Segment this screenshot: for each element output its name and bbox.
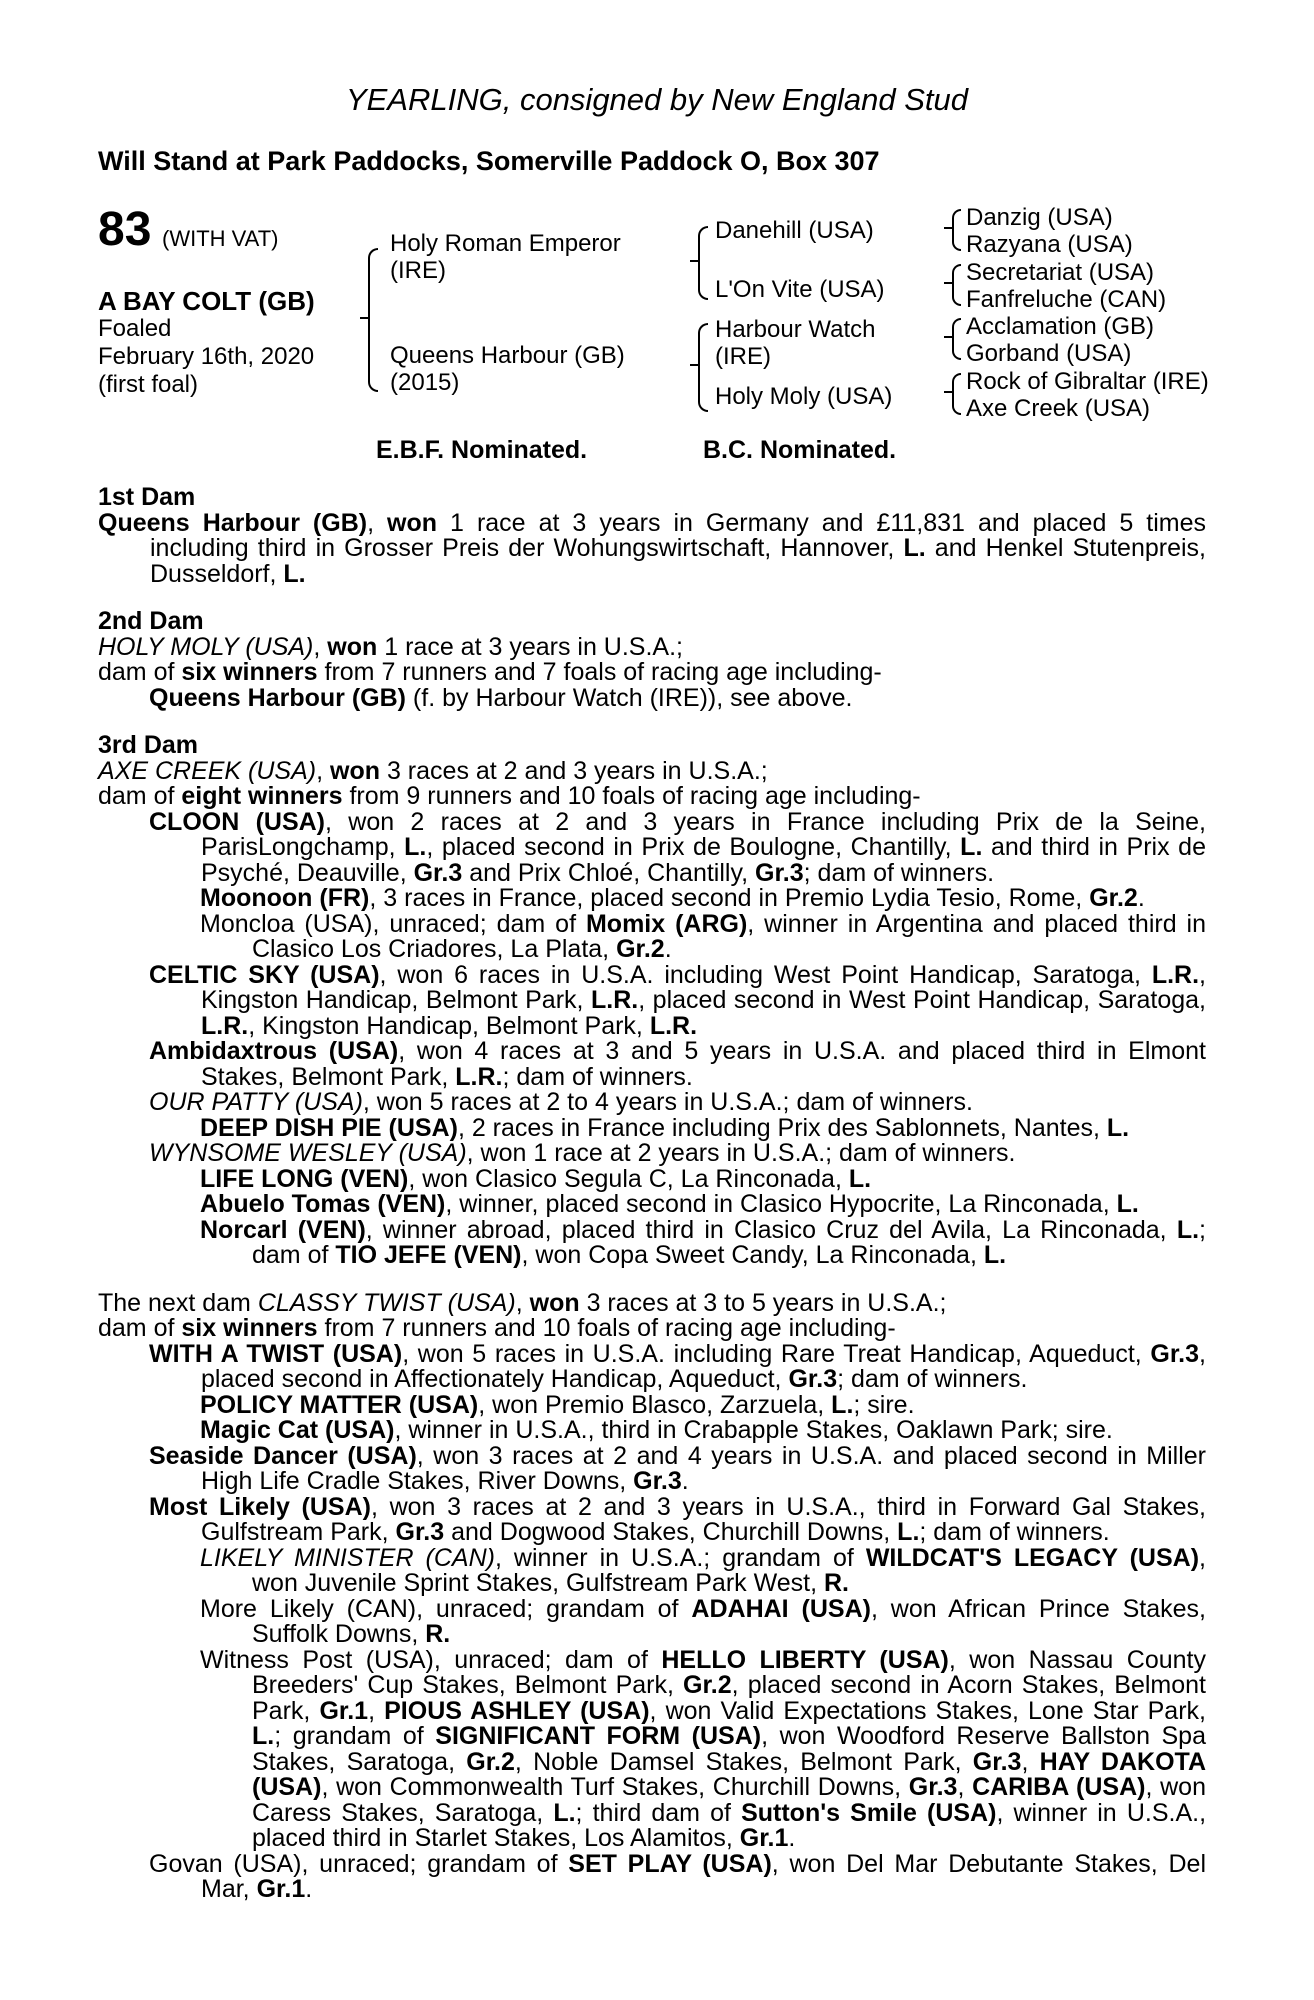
text-run: , won Nassau County Breeders' Cup Stakes, Belmont Park, <box>252 1645 1206 1699</box>
pedigree-gen3-name: Rock of Gibraltar (IRE) <box>966 368 1209 395</box>
bold-text: L. <box>553 1798 576 1827</box>
text-run: , won Del Mar Debutante Stakes, Del Mar, <box>201 1849 1206 1903</box>
record-entry <box>98 1594 1206 1648</box>
bold-text: Gr.3 <box>908 1773 958 1801</box>
record-entry <box>98 1316 1206 1342</box>
text-run: . <box>788 1824 796 1852</box>
dam-section <box>98 1288 1207 1903</box>
text-run: , won Commonwealth Turf Stakes, Churchill Downs, <box>321 1773 909 1801</box>
text-run: , won 5 races at 2 to 4 years in U.S.A.; dam of winners. <box>362 1088 973 1116</box>
pedigree-gen3-group-4 <box>966 368 1209 422</box>
bold-text: six winners <box>181 1314 318 1342</box>
section-heading: 2nd Dam <box>98 607 204 635</box>
record-entry <box>98 1543 1206 1597</box>
bold-text: Abuelo Tomas (VEN) <box>200 1190 446 1218</box>
bold-text: LIFE LONG (VEN) <box>200 1164 409 1193</box>
text-run: , winner, placed second in Clasico Hypocrite, La Rinconada, <box>445 1190 1117 1218</box>
section-heading: 1st Dam <box>98 483 196 511</box>
pedigree-gen3-group-2 <box>966 259 1166 313</box>
pedigree-brace-7 <box>952 373 961 415</box>
record-entry <box>98 1645 1207 1852</box>
pedigree-sire-sire: Danehill (USA) <box>715 217 874 244</box>
text-run: , won 3 races at 2 and 3 years in U.S.A., third in Forward Gal Stakes, Gulfstream Park, <box>201 1492 1206 1546</box>
record-entry <box>98 1141 1206 1167</box>
italic-text: OUR PATTY (USA) <box>149 1088 363 1116</box>
text-run: , <box>313 632 328 661</box>
bold-text: six winners <box>181 658 318 686</box>
bold-text: Gr.2 <box>466 1747 515 1776</box>
record-entry <box>98 1339 1206 1393</box>
pedigree-gen3-name: Axe Creek (USA) <box>966 395 1151 422</box>
text-run: Govan (USA), unraced; grandam of <box>149 1849 569 1878</box>
record-entry <box>98 1492 1206 1546</box>
record-entry <box>98 1192 1206 1218</box>
bold-text: SIGNIFICANT FORM (USA) <box>435 1722 762 1750</box>
text-run: , <box>367 508 388 537</box>
italic-text: WYNSOME WESLEY (USA) <box>149 1139 467 1167</box>
bold-text: Gr.3 <box>755 858 804 887</box>
text-run: 3 races at 2 and 3 years in U.S.A.; <box>380 756 768 785</box>
pedigree-dam-sire <box>715 316 876 370</box>
text-run: ; dam of winners. <box>837 1365 1028 1393</box>
text-run: , won Woodford Reserve Ballston Spa Stakes, Saratoga, <box>252 1722 1206 1776</box>
bold-text: Ambidaxtrous (USA) <box>149 1037 399 1065</box>
stand-location: Will Stand at Park Paddocks, Somerville Paddock O, Box 307 <box>98 146 880 176</box>
pedigree-brace-4 <box>952 209 961 251</box>
pedigree-gen3-name: Secretariat (USA) <box>966 259 1155 286</box>
text-run: ; dam of winners. <box>502 1062 693 1091</box>
dam-section <box>98 733 1206 1269</box>
text-run: dam of <box>98 782 182 810</box>
bold-text: L. <box>252 1722 275 1750</box>
record-entry <box>98 756 1206 785</box>
bold-text: L.R. <box>591 986 639 1014</box>
text-run: 3 races at 3 to 5 years in U.S.A.; <box>579 1288 947 1317</box>
vat-note: (WITH VAT) <box>162 226 279 251</box>
dam-section <box>98 609 1206 711</box>
bold-text: L.R. <box>649 1011 698 1040</box>
text-run: and Henkel Stutenpreis, Dusseldorf, <box>150 534 1206 588</box>
bold-text: ADAHAI (USA) <box>691 1594 871 1623</box>
bold-text: won <box>330 756 381 785</box>
text-run: , winner in U.S.A., placed third in Starlet Stakes, Los Alamitos, <box>252 1798 1207 1852</box>
bold-text: Momix (ARG) <box>585 909 748 938</box>
text-run: , won 3 races at 2 and 4 years in U.S.A. and placed second in Miller High Life Cradle Stakes, River Downs, <box>201 1441 1206 1495</box>
text-run: , won African Prince Stakes, Suffolk Downs, <box>252 1594 1206 1648</box>
pedigree-dam-dam: Holy Moly (USA) <box>715 383 893 410</box>
bold-text: L. <box>404 833 427 861</box>
text-run: , winner abroad, placed third in Clasico Cruz del Avila, La Rinconada, <box>365 1215 1177 1244</box>
bold-text: Norcarl (VEN) <box>200 1215 366 1244</box>
text-run: Witness Post (USA), unraced; dam of <box>200 1645 662 1674</box>
bold-text: won <box>327 632 378 661</box>
text-run: and Prix Chloé, Chantilly, <box>462 858 755 887</box>
bold-text: L. <box>848 1164 872 1193</box>
text-run: , won 2 races at 2 and 3 years in France including Prix de la Seine, ParisLongchamp, <box>201 807 1207 861</box>
horse-name: A BAY COLT (GB) <box>98 286 315 316</box>
bold-text: Gr.1 <box>739 1824 789 1852</box>
record-entry <box>98 1390 1206 1419</box>
pedigree-brace-3 <box>698 323 708 412</box>
text-run: (f. by Harbour Watch (IRE)), see above. <box>405 683 853 712</box>
text-run: ; dam of <box>252 1215 1206 1269</box>
pedigree-brace-2-point <box>690 260 700 262</box>
pedigree-brace-7-point <box>944 391 954 393</box>
bold-text: L. <box>283 559 306 588</box>
record-entry <box>98 1090 1206 1116</box>
bc-nominated: B.C. Nominated. <box>703 436 897 464</box>
text-run: , won Caress Stakes, Saratoga, <box>252 1773 1206 1827</box>
text-run: , won Copa Sweet Candy, La Rinconada, <box>521 1241 984 1269</box>
text-run: 1 race at 3 years in U.S.A.; <box>377 632 683 661</box>
record-entry <box>98 1441 1206 1495</box>
text-run: ; sire. <box>853 1390 915 1419</box>
text-run: . <box>664 935 672 963</box>
text-run: , winner in U.S.A., third in Crabapple Stakes, Oaklawn Park; sire. <box>394 1416 1113 1444</box>
pedigree-sire-dam: L'On Vite (USA) <box>715 276 885 303</box>
pedigree-dam-sire-line-1: Harbour Watch <box>715 316 876 343</box>
pedigree-brace-1 <box>368 248 378 392</box>
bold-text: CELTIC SKY (USA) <box>149 960 380 989</box>
bold-text: Gr.3 <box>395 1518 445 1546</box>
foaled-date: February 16th, 2020 <box>98 343 315 370</box>
record-entry <box>98 886 1206 912</box>
text-run: and third in Prix de Psyché, Deauville, <box>201 833 1206 887</box>
text-run: from 9 runners and 10 foals of racing age including- <box>342 782 921 810</box>
record-entry <box>98 508 1206 588</box>
text-run: . <box>305 1875 313 1903</box>
bold-text: CARIBA (USA) <box>972 1773 1146 1801</box>
horse-details <box>98 287 315 399</box>
text-run: , <box>368 1696 385 1725</box>
text-run: , Noble Damsel Stakes, Belmont Park, <box>514 1747 973 1776</box>
bold-text: POLICY MATTER (USA) <box>200 1390 479 1419</box>
pedigree-gen3-name: Acclamation (GB) <box>966 313 1155 340</box>
bold-text: Sutton's Smile (USA) <box>741 1798 997 1827</box>
text-run: , placed second in West Point Handicap, Saratoga, <box>638 986 1206 1014</box>
record-entry <box>98 1164 1206 1193</box>
record-entry <box>98 660 1206 686</box>
text-run: , <box>515 1288 530 1317</box>
pedigree-gen3-name: Danzig (USA) <box>966 204 1113 231</box>
bold-text: L. <box>1116 1190 1139 1218</box>
text-run: dam of <box>98 658 182 686</box>
page-title: YEARLING, consigned by New England Stud <box>345 82 969 117</box>
pedigree-gen3-name: Fanfreluche (CAN) <box>966 286 1167 313</box>
bold-text: eight winners <box>181 782 343 810</box>
italic-text: CLASSY TWIST (USA) <box>257 1288 516 1317</box>
bold-text: L. <box>903 534 926 562</box>
bold-text: Most Likely (USA) <box>149 1492 371 1521</box>
italic-text: HOLY MOLY (USA) <box>98 632 314 661</box>
bold-text: Gr.3 <box>972 1747 1022 1776</box>
bold-text: WITH A TWIST (USA) <box>149 1339 403 1368</box>
produce-record <box>98 485 1206 1925</box>
record-entry <box>98 1215 1206 1269</box>
pedigree-gen3-name: Gorband (USA) <box>966 340 1132 367</box>
text-run: , Kingston Handicap, Belmont Park, <box>201 960 1206 1014</box>
bold-text: won <box>387 508 438 537</box>
foal-note: (first foal) <box>98 371 199 398</box>
bold-text: Gr.2 <box>683 1671 732 1699</box>
pedigree-gen3-name: Razyana (USA) <box>966 231 1133 258</box>
bold-text: HELLO LIBERTY (USA) <box>661 1645 949 1674</box>
pedigree-sire-line-1: Holy Roman Emperor <box>390 230 621 257</box>
pedigree-dam-line-2: (2015) <box>390 369 460 396</box>
record-entry <box>98 784 1206 810</box>
bold-text: L. <box>1106 1113 1130 1142</box>
bold-text: HAY DAKOTA (USA) <box>252 1747 1206 1801</box>
bold-text: L. <box>960 833 983 861</box>
text-run: , <box>957 1773 973 1801</box>
bold-text: TIO JEFE (VEN) <box>335 1241 522 1269</box>
bold-text: L. <box>1176 1215 1200 1244</box>
text-run: ; third dam of <box>575 1798 742 1827</box>
pedigree-brace-5 <box>952 264 961 306</box>
text-run: ; dam of winners. <box>919 1518 1110 1546</box>
bold-text: L.R. <box>455 1062 503 1091</box>
pedigree-brace-1-point <box>360 317 370 319</box>
text-run: The next dam <box>98 1288 258 1317</box>
text-run: , won Juvenile Sprint Stakes, Gulfstream Park West, <box>252 1543 1206 1597</box>
record-entry <box>98 1113 1206 1142</box>
dam-section <box>98 485 1206 587</box>
bold-text: L.R. <box>1151 960 1200 989</box>
foaled-label: Foaled <box>98 315 172 342</box>
bold-text: WILDCAT'S LEGACY (USA) <box>865 1543 1200 1572</box>
text-run: ; grandam of <box>274 1722 436 1750</box>
bold-text: CLOON (USA) <box>149 807 326 836</box>
pedigree-brace-3-point <box>690 364 700 366</box>
bold-text: won <box>529 1288 580 1317</box>
record-entry <box>98 1418 1206 1444</box>
bold-text: Queens Harbour (GB) <box>149 683 406 712</box>
pedigree-brace-6 <box>952 318 961 360</box>
bold-text: L. <box>831 1390 854 1419</box>
pedigree-sire-line-2: (IRE) <box>390 257 446 284</box>
text-run: and Dogwood Stakes, Churchill Downs, <box>444 1518 898 1546</box>
text-run: , placed second in Acorn Stakes, Belmont Park, <box>252 1671 1206 1725</box>
text-run: ; dam of winners. <box>803 858 995 887</box>
text-run: dam of <box>98 1314 182 1342</box>
bold-text: R. <box>824 1569 849 1597</box>
record-entry <box>98 960 1206 1040</box>
bold-text: L.R. <box>201 1011 249 1040</box>
record-entry <box>98 1849 1206 1903</box>
text-run: , winner in U.S.A.; grandam of <box>494 1543 866 1572</box>
text-run: , won Premio Blasco, Zarzuela, <box>478 1390 832 1419</box>
text-run: , won 6 races in U.S.A. including West Point Handicap, Saratoga, <box>379 960 1152 989</box>
bold-text: Gr.3 <box>633 1467 682 1495</box>
bold-text: Gr.1 <box>319 1696 369 1725</box>
bold-text: Moonoon (FR) <box>200 884 370 912</box>
record-entry <box>98 909 1207 963</box>
text-run: . <box>681 1467 689 1495</box>
ebf-nominated: E.B.F. Nominated. <box>376 436 588 464</box>
lot-number: 83 <box>98 203 152 256</box>
bold-text: L. <box>897 1518 920 1546</box>
italic-text: LIKELY MINISTER (CAN) <box>200 1543 495 1572</box>
text-run: , won 5 races in U.S.A. including Rare Treat Handicap, Aqueduct, <box>402 1339 1151 1368</box>
section-heading: 3rd Dam <box>98 731 199 759</box>
pedigree-gen3-group-3 <box>966 313 1154 367</box>
bold-text: Gr.3 <box>788 1365 838 1393</box>
text-run: , winner in Argentina and placed third in Clasico Los Criadores, La Plata, <box>252 909 1207 963</box>
text-run: , won 4 races at 3 and 5 years in U.S.A. and placed third in Elmont Stakes, Belmont Park, <box>201 1037 1206 1091</box>
bold-text: SET PLAY (USA) <box>568 1849 772 1878</box>
pedigree-brace-6-point <box>944 336 954 338</box>
bold-text: L. <box>983 1241 1007 1269</box>
bold-text: Gr.2 <box>616 935 665 963</box>
bold-text: Gr.2 <box>1089 884 1138 912</box>
text-run: , <box>316 756 331 785</box>
record-entry <box>98 1288 1206 1317</box>
pedigree-brace-2 <box>698 226 708 300</box>
text-run: Moncloa (USA), unraced; dam of <box>200 909 586 938</box>
bold-text: Queens Harbour (GB) <box>98 508 368 537</box>
record-entry <box>98 807 1207 887</box>
italic-text: AXE CREEK (USA) <box>98 756 317 785</box>
text-run: 1 race at 3 years in Germany and £11,831 and placed 5 times including third in Grosser Preis der Wohungswirtschaft, Hannover, <box>150 508 1206 562</box>
bold-text: Gr.3 <box>413 858 463 887</box>
bold-text: R. <box>425 1620 451 1648</box>
text-run: More Likely (CAN), unraced; grandam of <box>200 1594 692 1623</box>
pedigree-dam-line-1: Queens Harbour (GB) <box>390 342 625 369</box>
record-entry <box>98 683 1206 712</box>
text-run: , 3 races in France, placed second in Premio Lydia Tesio, Rome, <box>369 884 1090 912</box>
text-run: . <box>1137 884 1145 912</box>
text-run: , placed second in Prix de Boulogne, Chantilly, <box>426 833 961 861</box>
pedigree-brace-4-point <box>944 227 954 229</box>
text-run: , placed second in Affectionately Handicap, Aqueduct, <box>201 1339 1206 1393</box>
text-run: , Kingston Handicap, Belmont Park, <box>248 1011 650 1040</box>
text-run: , won 1 race at 2 years in U.S.A.; dam of winners. <box>466 1139 1016 1167</box>
text-run: , won Valid Expectations Stakes, Lone Star Park, <box>649 1696 1206 1725</box>
pedigree-sire <box>390 230 621 284</box>
pedigree-dam <box>390 342 625 396</box>
bold-text: Gr.1 <box>256 1875 306 1903</box>
record-entry <box>98 1039 1206 1090</box>
pedigree-brace-5-point <box>944 282 954 284</box>
text-run: , <box>1021 1747 1040 1776</box>
pedigree-dam-sire-line-2: (IRE) <box>715 343 771 370</box>
pedigree-gen3-group-1 <box>966 204 1133 258</box>
bold-text: Gr.3 <box>1150 1339 1200 1368</box>
bold-text: DEEP DISH PIE (USA) <box>200 1113 458 1142</box>
bold-text: Seaside Dancer (USA) <box>149 1441 417 1470</box>
record-entry <box>98 632 1206 661</box>
text-run: , won Clasico Segula C, La Rinconada, <box>408 1164 849 1193</box>
text-run: from 7 runners and 7 foals of racing age including- <box>317 658 882 686</box>
text-run: from 7 runners and 10 foals of racing age including- <box>317 1314 896 1342</box>
bold-text: PIOUS ASHLEY (USA) <box>384 1696 650 1725</box>
bold-text: Magic Cat (USA) <box>200 1416 395 1444</box>
text-run: , 2 races in France including Prix des Sablonnets, Nantes, <box>457 1113 1107 1142</box>
